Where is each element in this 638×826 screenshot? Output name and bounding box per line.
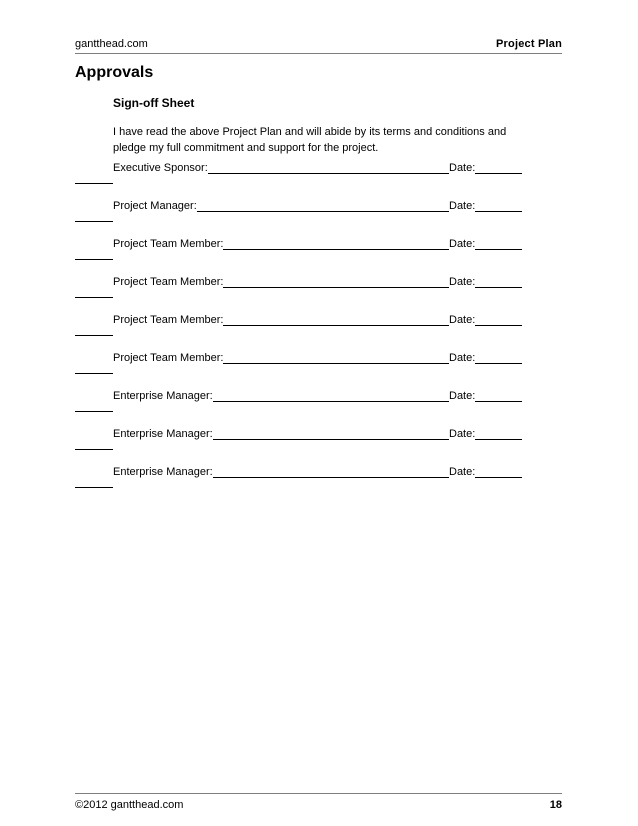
signature-field[interactable] bbox=[223, 275, 449, 288]
signature-line bbox=[113, 311, 522, 326]
section-title: Approvals bbox=[75, 64, 154, 81]
date-field-continuation[interactable] bbox=[75, 335, 113, 336]
footer-copyright: ©2012 gantthead.com bbox=[75, 799, 184, 811]
date-field-continuation[interactable] bbox=[75, 487, 113, 488]
signature-row bbox=[0, 425, 638, 463]
signature-row bbox=[0, 273, 638, 311]
signature-field[interactable] bbox=[223, 313, 449, 326]
header-site: gantthead.com bbox=[75, 38, 148, 50]
date-field[interactable] bbox=[475, 237, 522, 250]
date-field-continuation[interactable] bbox=[75, 449, 113, 450]
signature-line bbox=[113, 387, 522, 402]
date-field-continuation[interactable] bbox=[75, 411, 113, 412]
header-rule bbox=[75, 53, 562, 54]
signature-line bbox=[113, 425, 522, 440]
signature-line bbox=[113, 273, 522, 288]
signature-line bbox=[113, 159, 522, 174]
signature-label: Project Team Member: bbox=[113, 352, 224, 364]
date-field-continuation[interactable] bbox=[75, 221, 113, 222]
date-field[interactable] bbox=[475, 313, 522, 326]
signature-line bbox=[113, 463, 522, 478]
signature-label: Enterprise Manager: bbox=[113, 390, 213, 402]
signature-field[interactable] bbox=[223, 351, 449, 364]
footer-rule bbox=[75, 793, 562, 794]
signature-line bbox=[113, 197, 522, 212]
date-field[interactable] bbox=[475, 275, 522, 288]
signature-label: Project Team Member: bbox=[113, 238, 224, 250]
date-field[interactable] bbox=[475, 351, 522, 364]
date-label: Date: bbox=[449, 428, 476, 440]
signature-row bbox=[0, 235, 638, 273]
signature-row bbox=[0, 159, 638, 197]
date-field[interactable] bbox=[475, 161, 522, 174]
signature-list bbox=[0, 159, 638, 501]
date-label: Date: bbox=[449, 390, 476, 402]
signature-label: Project Team Member: bbox=[113, 276, 224, 288]
date-field-continuation[interactable] bbox=[75, 297, 113, 298]
signature-field[interactable] bbox=[223, 237, 449, 250]
signature-line bbox=[113, 349, 522, 364]
signature-row bbox=[0, 463, 638, 501]
page-number: 18 bbox=[549, 799, 562, 811]
date-label: Date: bbox=[449, 466, 476, 478]
date-label: Date: bbox=[449, 200, 476, 212]
signature-label: Project Manager: bbox=[113, 200, 197, 212]
signature-row bbox=[0, 349, 638, 387]
date-field[interactable] bbox=[475, 465, 522, 478]
date-field[interactable] bbox=[475, 389, 522, 402]
signature-row bbox=[0, 311, 638, 349]
signature-row bbox=[0, 387, 638, 425]
date-field[interactable] bbox=[475, 199, 522, 212]
date-field-continuation[interactable] bbox=[75, 373, 113, 374]
date-field[interactable] bbox=[475, 427, 522, 440]
section-subtitle: Sign-off Sheet bbox=[113, 96, 195, 110]
date-field-continuation[interactable] bbox=[75, 259, 113, 260]
signature-label: Enterprise Manager: bbox=[113, 466, 213, 478]
date-label: Date: bbox=[449, 352, 476, 364]
signature-label: Enterprise Manager: bbox=[113, 428, 213, 440]
date-label: Date: bbox=[449, 314, 476, 326]
signature-field[interactable] bbox=[213, 389, 449, 402]
signature-label: Project Team Member: bbox=[113, 314, 224, 326]
date-label: Date: bbox=[449, 238, 476, 250]
signature-row bbox=[0, 197, 638, 235]
date-label: Date: bbox=[449, 162, 476, 174]
signature-line bbox=[113, 235, 522, 250]
signature-field[interactable] bbox=[213, 427, 449, 440]
header-doc-title: Project Plan bbox=[496, 38, 562, 50]
date-field-continuation[interactable] bbox=[75, 183, 113, 184]
signature-field[interactable] bbox=[197, 199, 449, 212]
signature-label: Executive Sponsor: bbox=[113, 162, 208, 174]
date-label: Date: bbox=[449, 276, 476, 288]
signature-field[interactable] bbox=[208, 161, 449, 174]
signature-field[interactable] bbox=[213, 465, 449, 478]
intro-paragraph: I have read the above Project Plan and will abide by its terms and conditions and pledge my full commitment and support for the project. bbox=[113, 126, 507, 154]
